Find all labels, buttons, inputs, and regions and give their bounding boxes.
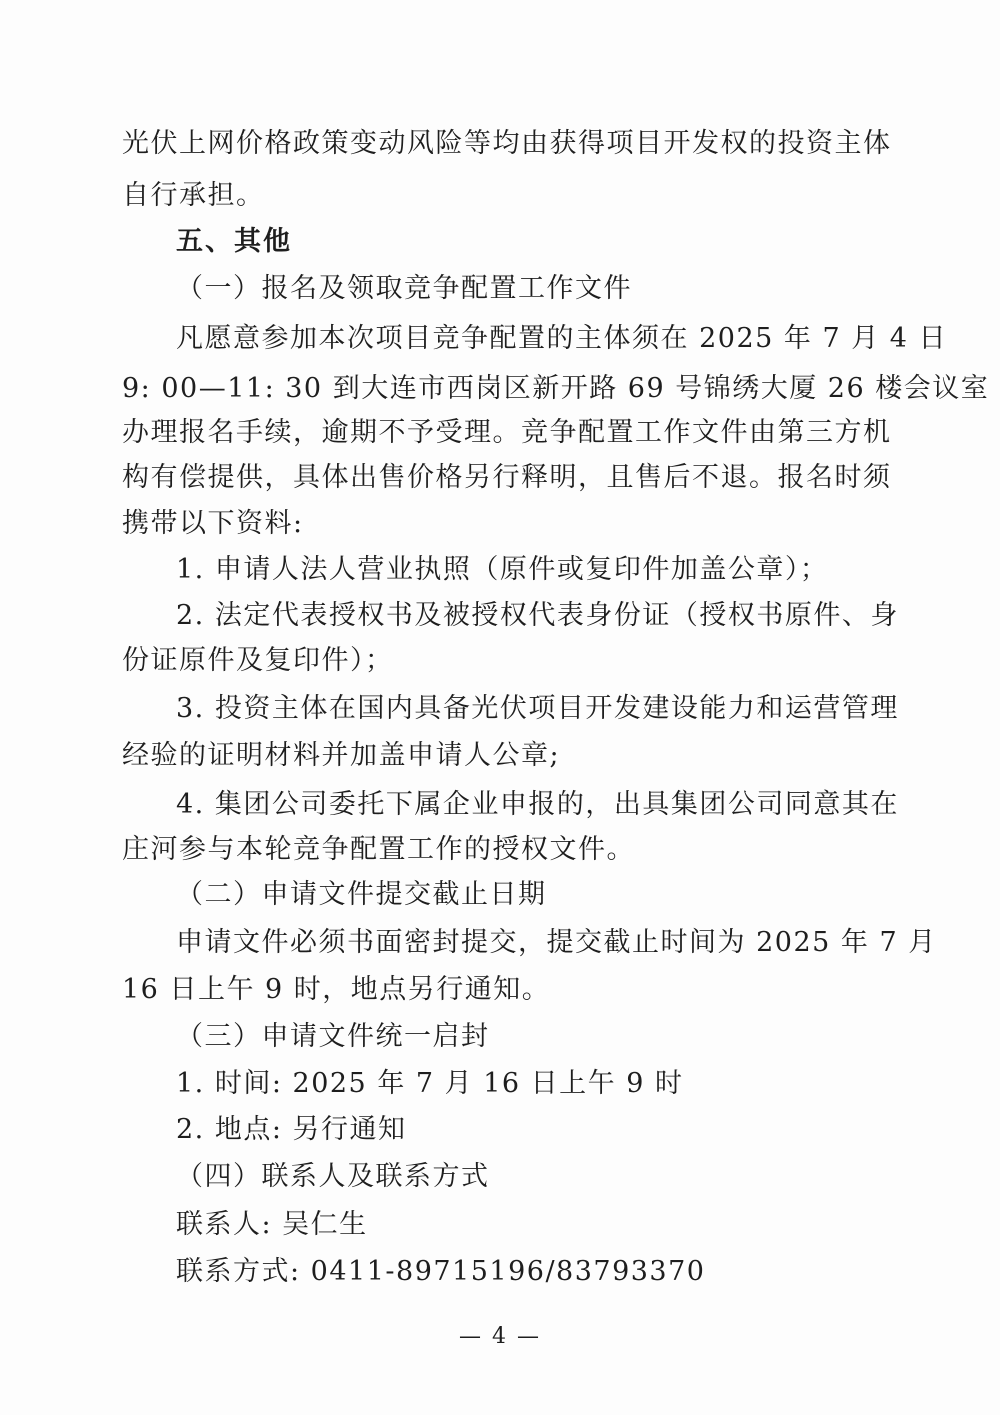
paragraph-line: 构有偿提供，具体出售价格另行释明，且售后不退。报名时须: [122, 462, 892, 493]
section-heading: 五、其他: [176, 226, 292, 257]
list-item: 3. 投资主体在国内具备光伏项目开发建设能力和运营管理: [176, 693, 899, 724]
paragraph-line: 16 日上午 9 时，地点另行通知。: [122, 974, 551, 1005]
list-item: 4. 集团公司委托下属企业申报的，出具集团公司同意其在: [176, 789, 899, 820]
page-number: — 4 —: [459, 1324, 541, 1349]
list-item-continuation: 份证原件及复印件）；: [122, 645, 394, 676]
paragraph-line: 申请文件必须书面密封提交，提交截止时间为 2025 年 7 月: [176, 927, 937, 958]
subsection-heading: （二）申请文件提交截止日期: [176, 879, 547, 910]
list-item: 1. 申请人法人营业执照（原件或复印件加盖公章）；: [176, 554, 829, 585]
list-item: 2. 地点: 另行通知: [176, 1114, 407, 1145]
list-item: 1. 时间: 2025 年 7 月 16 日上午 9 时: [176, 1068, 684, 1099]
paragraph-line: 9: 00—11: 30 到大连市西岗区新开路 69 号锦绣大厦 26 楼会议室: [122, 373, 990, 404]
subsection-heading: （三）申请文件统一启封: [176, 1021, 490, 1052]
paragraph-line: 凡愿意参加本次项目竞争配置的主体须在 2025 年 7 月 4 日: [176, 323, 948, 354]
paragraph-line: 携带以下资料:: [122, 508, 304, 539]
paragraph-line: 自行承担。: [122, 180, 265, 211]
paragraph-line: 办理报名手续，逾期不予受理。竞争配置工作文件由第三方机: [122, 417, 892, 448]
list-item-continuation: 经验的证明材料并加盖申请人公章;: [122, 740, 561, 771]
list-item-continuation: 庄河参与本轮竞争配置工作的授权文件。: [122, 834, 635, 865]
contact-person: 联系人: 吴仁生: [176, 1209, 368, 1240]
paragraph-line: 光伏上网价格政策变动风险等均由获得项目开发权的投资主体: [122, 128, 892, 159]
subsection-heading: （一）报名及领取竞争配置工作文件: [176, 273, 632, 304]
subsection-heading: （四）联系人及联系方式: [176, 1161, 490, 1192]
list-item: 2. 法定代表授权书及被授权代表身份证（授权书原件、身: [176, 600, 899, 631]
contact-phone: 联系方式: 0411-89715196/83793370: [176, 1256, 706, 1287]
